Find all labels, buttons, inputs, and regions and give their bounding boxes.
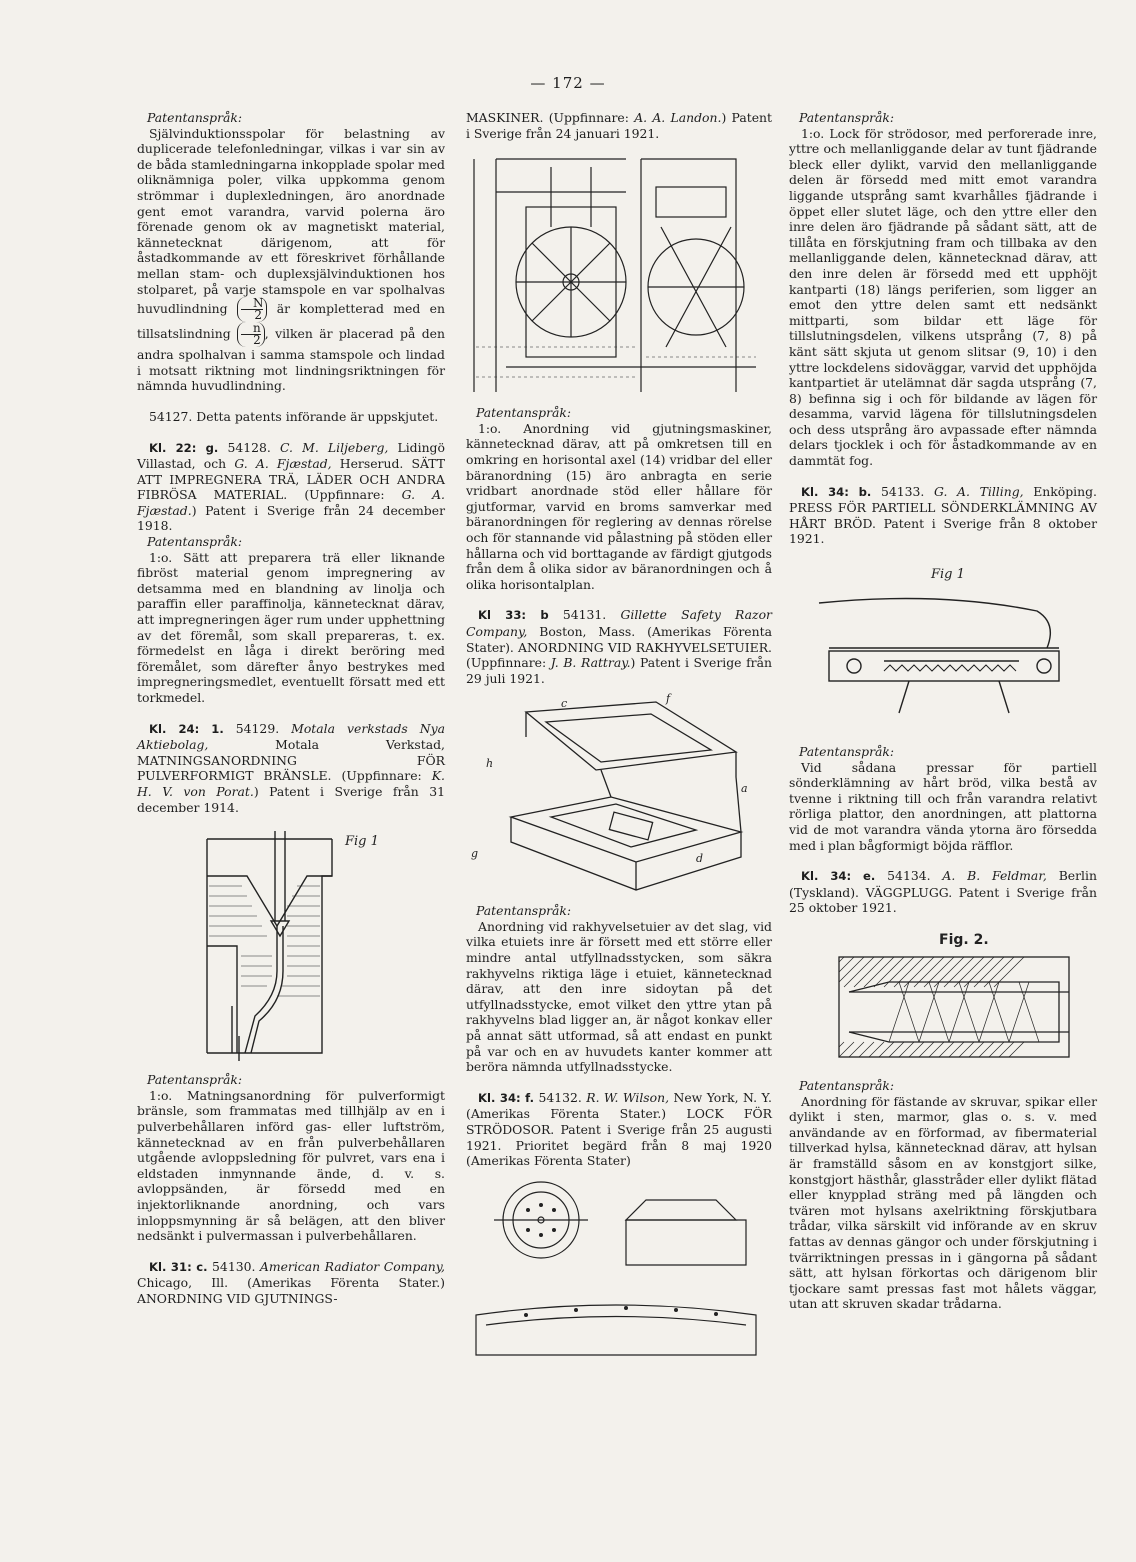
inventor: A. A. Landon.: [634, 110, 722, 125]
claim-text: Anordning för fästande av skruvar, spikar eller dylikt i sten, marmor, glas o. s. v. med användande av en förformad, av fibermaterial tillverkad hylsa, kännetecknad därav, att hylsan är framställd såsom en av konstgjort silke, konstgjort hästhår, glasstråder eller dylikt flätad eller knypplad sträng med på längden och tvären mot hylsans axelriktning förskjutbara trådar, vilka särskilt vid införande av en skruv fattas av dennas gängor och under förskjutning i tvärriktningen pressas in i gängorna på sådant sätt, att hylsan förkortas och därigenom blir tjockare samt pressas fast mot hålets väggar, utan att skruven skadar trådarna.: [789, 1093, 1097, 1312]
claim-heading: Patentanspråk:: [147, 534, 243, 550]
claim-heading: Patentanspråk:: [476, 903, 572, 919]
claim-heading: Patentanspråk:: [147, 110, 243, 125]
claim-text: Anordning vid rakhyvelsetuier av det slag, vid vilka etuiets inre är försett med ett större eller mindre antal utfyllnadsstycken, som säkra rakhyvelns riktiga läge i etuiet, kännetecknad därav, att den inre sidoytan på det utfyllnadsstycke, emot vilket den yttre ytan på rakhyvelns blad ligger an, är något konkav eller på annat sätt utformad, så att endast en punkt på var och en av huvudets kanter kommer att beröra nämnda utfyllnadsstycke.: [466, 918, 772, 1075]
fraction-numerator: n: [241, 323, 261, 335]
entry-54129: [137, 721, 445, 816]
svg-text:h: h: [486, 757, 494, 771]
entry-text-2: ) Patent i Sverige från 29 juli 1921.: [466, 655, 772, 686]
patent-number: 54134.: [887, 868, 931, 884]
figure-label: Fig 1: [931, 567, 965, 583]
shaker-lid-drawing: [466, 1175, 766, 1360]
svg-text:f: f: [666, 692, 671, 706]
entry-54130-continued: [466, 110, 772, 141]
patent-class: Kl. 34: e.: [801, 869, 876, 884]
wall-plug-drawing: [789, 922, 1089, 1072]
patent-number: 54133.: [881, 483, 925, 499]
claim-text: 1:o. Lock för strödosor, med perforerade inre, yttre och mellanliggande delar av tunt fjädrande bleck eller dylikt, varvid den mellanliggande delen är försedd med mitt emot varandra liggande utsprång samt kvarhålles fjädrande i öppet eller slutet läge, och den yttre eller den inre delen äro fjädrande på sådant sätt, att de tillåta en förskjutning fram och tillbaka av den mellanliggande delen, kännetecknad därav, att den inre delen är försedd med ett upphöjt kantparti (18) längs periferien, som ligger an emot den yttre delen samt ett nedsänkt mittparti, som bildar ett läge för tillslutningsdelen, vilkens utsprång (7, 8) på känt sätt skjuta ut genom slitsar (9, 10) i den yttre lockdelens sidoväggar, varvid det upphöjda kantpartiet är utelämnat där sagda utsprång (7, 8) befinna sig i och för bildande av lägen för desamma, varvid lägena för tillslutningsdelen och dess utsprång äro avpassade efter nämnda delars tjocklek i och för åstadkommande av en dammtät fog.: [789, 125, 1097, 469]
patent-owner: C. M. Liljeberg,: [280, 439, 389, 455]
entry-text: Chicago, Ill. (Amerikas Förenta Stater.) ANORDNING VID GJUTNINGS-: [137, 1275, 445, 1306]
svg-text:a: a: [741, 782, 748, 796]
patent-class: Kl. 31: c.: [149, 1259, 208, 1274]
claim-heading: Patentanspråk:: [476, 405, 572, 421]
fraction-denominator: 2: [253, 333, 261, 348]
claim-heading: Patentanspråk:: [799, 744, 895, 760]
patent-owner: American Radiator Company,: [259, 1258, 445, 1274]
svg-text:g: g: [471, 847, 479, 861]
entry-text-3: ) Patent i Sverige från 24 december 1918.: [137, 502, 445, 534]
patent-number: 54132.: [538, 1089, 582, 1105]
inventor: J. B. Rattray.: [550, 655, 631, 671]
patent-number: 54129.: [235, 720, 280, 736]
inventor: G. A. Fjæstad.: [137, 487, 445, 518]
entry-text-2: ) Patent i Sverige från 24 januari 1921.: [466, 110, 772, 141]
casting-machine-drawing: [466, 147, 766, 399]
claim-heading: Patentanspråk:: [799, 110, 895, 125]
entry-text: Enköping. PRESS FÖR PARTIELL SÖNDERKLÄMNING AV HÅRT BRÖD. Patent i Sverige från 8 oktober 1921.: [789, 483, 1097, 547]
patent-class: Kl. 34: b.: [801, 484, 872, 499]
figure-label: Fig 1: [345, 834, 379, 850]
patent-number: 54131.: [562, 607, 607, 623]
column-2: [466, 110, 772, 1366]
entry-text: MASKINER. (Uppfinnare:: [466, 110, 629, 125]
entry-text: New York, N. Y. (Amerikas Förenta Stater.) LOCK FÖR STRÖDOSOR. Patent i Sverige från 25 augusti 1921. Prioritet begärd från 8 maj 1920 (Amerikas Förenta Stater): [466, 1089, 772, 1169]
entry-54128: [137, 440, 445, 535]
svg-text:d: d: [696, 852, 704, 866]
column-3: [789, 110, 1097, 1312]
entry-text: Berlin (Tyskland). VÄGGPLUGG. Patent i Sverige från 25 oktober 1921.: [789, 868, 1097, 916]
claim-text-c: , vilken är placerad på den andra spolhalvan i samma stamspole och lindad i motsatt riktning mot lindningsriktningen för nämnda huvudlindning.: [137, 326, 445, 394]
claim-text: [137, 126, 445, 394]
patent-owner: G. A. Tilling,: [934, 483, 1024, 499]
claim-heading: Patentanspråk:: [799, 1077, 895, 1093]
patent-class: Kl. 24: 1.: [149, 721, 224, 736]
fraction-numerator: N: [241, 298, 264, 310]
patent-owner: A. B. Feldmar,: [942, 868, 1047, 884]
entry-text-2: Herserud. SÄTT ATT IMPREGNERA TRÄ, LÄDER OCH ANDRA FIBRÖSA MATERIAL. (Uppfinnare:: [137, 456, 446, 503]
entry-54127: 54127. Detta patents införande är uppskjutet.: [149, 408, 439, 424]
fraction-n-over-2: [237, 297, 268, 322]
patent-owner: Motala verkstads Nya Aktiebolag,: [137, 720, 445, 753]
patent-owner: R. W. Wilson,: [586, 1089, 670, 1105]
patent-class: Kl 33: b: [478, 608, 549, 623]
bread-press-drawing: [789, 553, 1089, 738]
patent-class: Kl. 22: g.: [149, 440, 219, 455]
entry-54134: [789, 868, 1097, 916]
inventor: K. H. V. von Porat.: [137, 768, 445, 799]
entry-54132: [466, 1090, 772, 1169]
entry-text: Lidingö Villastad, och: [137, 439, 445, 472]
feeder-drawing: [137, 821, 437, 1066]
figure-label: Fig. 2.: [939, 931, 989, 948]
claim-text: Vid sådana pressar för partiell sönderklämning av hårt bröd, vilka bestå av tvenne i riktning till och från varandra relativt rörliga plattor, den anordningen, att plattorna vid de mot varandra vända ytorna äro försedda med i plan bågformigt böjda räfflor.: [789, 759, 1097, 853]
patent-owner: Gillette Safety Razor Company,: [466, 607, 772, 639]
entry-text: Boston, Mass. (Amerikas Förenta Stater). ANORDNING VID RAKHYVELSETUIER. (Uppfinnare:: [466, 623, 772, 671]
claim-text-b: är kompletterad med en tillsatslindning: [137, 301, 445, 342]
patent-class: Kl. 34: f.: [478, 1090, 534, 1105]
entry-text: Motala Verkstad, MATNINGSANORDNING FÖR PULVERFORMIGT BRÄNSLE. (Uppfinnare:: [137, 737, 445, 784]
column-1: [137, 110, 445, 1306]
entry-text-2: ) Patent i Sverige från 31 december 1914.: [137, 783, 445, 815]
claim-heading: Patentanspråk:: [147, 1072, 243, 1088]
fraction-small-n-over-2: [237, 322, 265, 347]
patent-number: 54130.: [212, 1258, 256, 1274]
patent-owner-2: G. A. Fjæstad,: [234, 456, 332, 472]
page-number: — 172 —: [530, 74, 606, 92]
svg-text:c: c: [561, 697, 568, 711]
claim-text-a: Självinduktionsspolar för belastning av duplicerade telefonledningar, vilkas i var sin av de båda stamledningarna inkopplade spolar med oliknämniga poler, vilka uppkomma genom strömmar i duplexledningen, äro anordnade gent emot varandra, varvid polerna äro förenade genom ok av magnetiskt material, kännetecknat därigenom, att för åstadkommande av ett föreskrivet förhållande mellan stam- och duplexsjälvinduktionen hos stolparet, på varje stamspole en var spolhalvas huvudlindning: [137, 125, 445, 317]
claim-text: 1:o. Sätt att preparera trä eller liknande fibröst material genom impregnering av detsamma med en blandning av linolja och paraffin eller paraffinolja, kännetecknat därav, att impregneringen äger rum under upphettning av det föremål, som skall prepareras, t. ex. förmedelst en låga i direkt beröring med föremålet, som därefter ånyo bestrykes med impregneringsmedlet, eventuellt försatt med ett torkmedel.: [137, 549, 445, 705]
razor-case-drawing: [466, 692, 766, 897]
patent-number: 54128.: [227, 439, 271, 455]
entry-54130: [137, 1259, 445, 1307]
claim-text: 1:o. Anordning vid gjutningsmaskiner, kännetecknad därav, att på omkretsen till en omkring en horisontal axel (14) vridbar del eller bäranordning (15) äro anbragta en serie vridbart anordnade stöd eller hållare för gjutformar, varvid en broms samverkar med bäranordningen för reglering av dennas rörelse och för stannande vid pålastning på stöden eller hållarna och vid borttagande av färdigt gjutgods från dem å olika sidor av bäranordningen och å olika horisontalplan.: [466, 420, 772, 592]
fraction-denominator: 2: [254, 308, 262, 323]
entry-54133: [789, 484, 1097, 547]
entry-54131: [466, 607, 772, 686]
claim-text: 1:o. Matningsanordning för pulverformigt bränsle, som frammatas med tillhjälp av en i pulverbehållaren införd gas- eller luftström, kännetecknad av en från pulverbehållaren utgående avloppsledning för pulvret, vars ena i eldstaden inmynnande ände, d. v. s. avloppsänden, är försedd med en injektorliknande anordning, och vars inloppsmynning är så belägen, att den bliver nedsänkt i pulvermassan i pulverbehållaren.: [137, 1087, 445, 1244]
